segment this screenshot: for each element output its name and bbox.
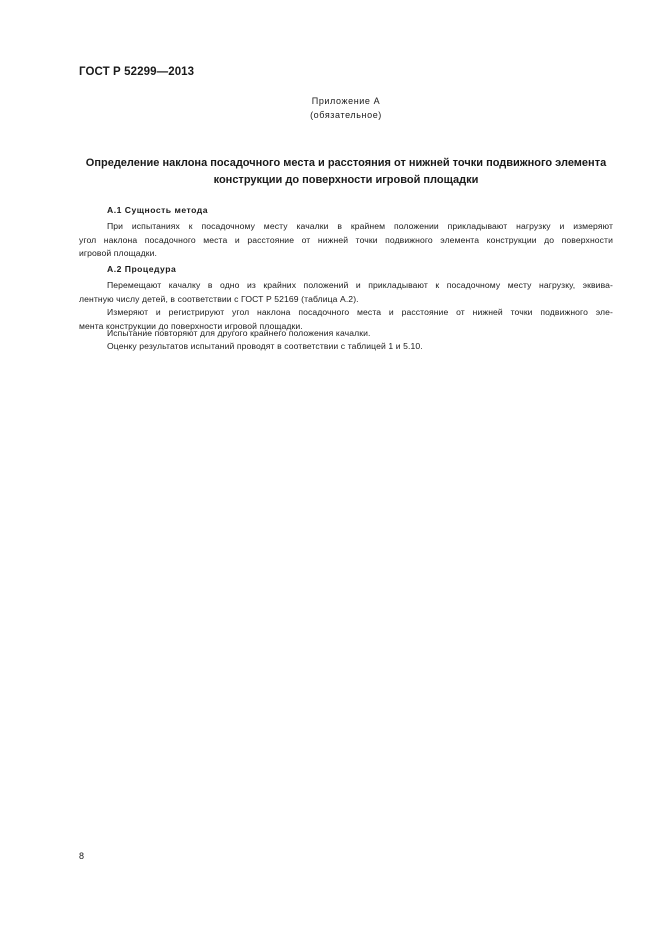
- paragraph-line: Оценку результатов испытаний проводят в соответствии с таблицей 1 и 5.10.: [107, 341, 423, 351]
- paragraph-a2-3: [79, 327, 613, 341]
- paragraph-line: Измеряют и регистрируют угол наклона посадочного места и расстояние от нижней точки подвижного эле-: [107, 307, 613, 317]
- main-title-line-1: Определение наклона посадочного места и расстояния от нижней точки подвижного элемента: [85, 157, 607, 169]
- annex-title: Приложение А: [311, 96, 381, 106]
- annex-status: (обязательное): [310, 110, 382, 120]
- page-number: 8: [79, 851, 85, 861]
- paragraph-line: Перемещают качалку в одно из крайних положений и прикладывают к посадочному месту нагрузку, эквива-: [107, 280, 613, 290]
- section-heading-a1: А.1 Сущность метода: [107, 205, 208, 215]
- paragraph-line: Испытание повторяют для другого крайнего положения качалки.: [107, 328, 371, 338]
- document-code-header: ГОСТ Р 52299—2013: [79, 66, 195, 78]
- paragraph-line: игровой площадки.: [79, 248, 157, 259]
- paragraph-line: мента конструкции до поверхности игровой площадки.: [79, 320, 303, 331]
- paragraph-line: лентную числу детей, в соответствии с ГОСТ Р 52169 (таблица А.2).: [79, 293, 359, 304]
- main-title-line-2: конструкции до поверхности игровой площадки: [213, 174, 479, 186]
- main-title: [79, 155, 613, 189]
- paragraph-line: При испытаниях к посадочному месту качалки в крайнем положении прикладывают нагрузку и измеряют: [107, 221, 613, 231]
- paragraph-a1-1: [79, 220, 613, 261]
- paragraph-line: угол наклона посадочного места и расстояние от нижней точки подвижного элемента конструкции до поверхности: [79, 234, 613, 245]
- section-heading-a2: А.2 Процедура: [107, 264, 177, 274]
- paragraph-a2-4: [79, 340, 613, 354]
- paragraph-a2-1: [79, 279, 613, 306]
